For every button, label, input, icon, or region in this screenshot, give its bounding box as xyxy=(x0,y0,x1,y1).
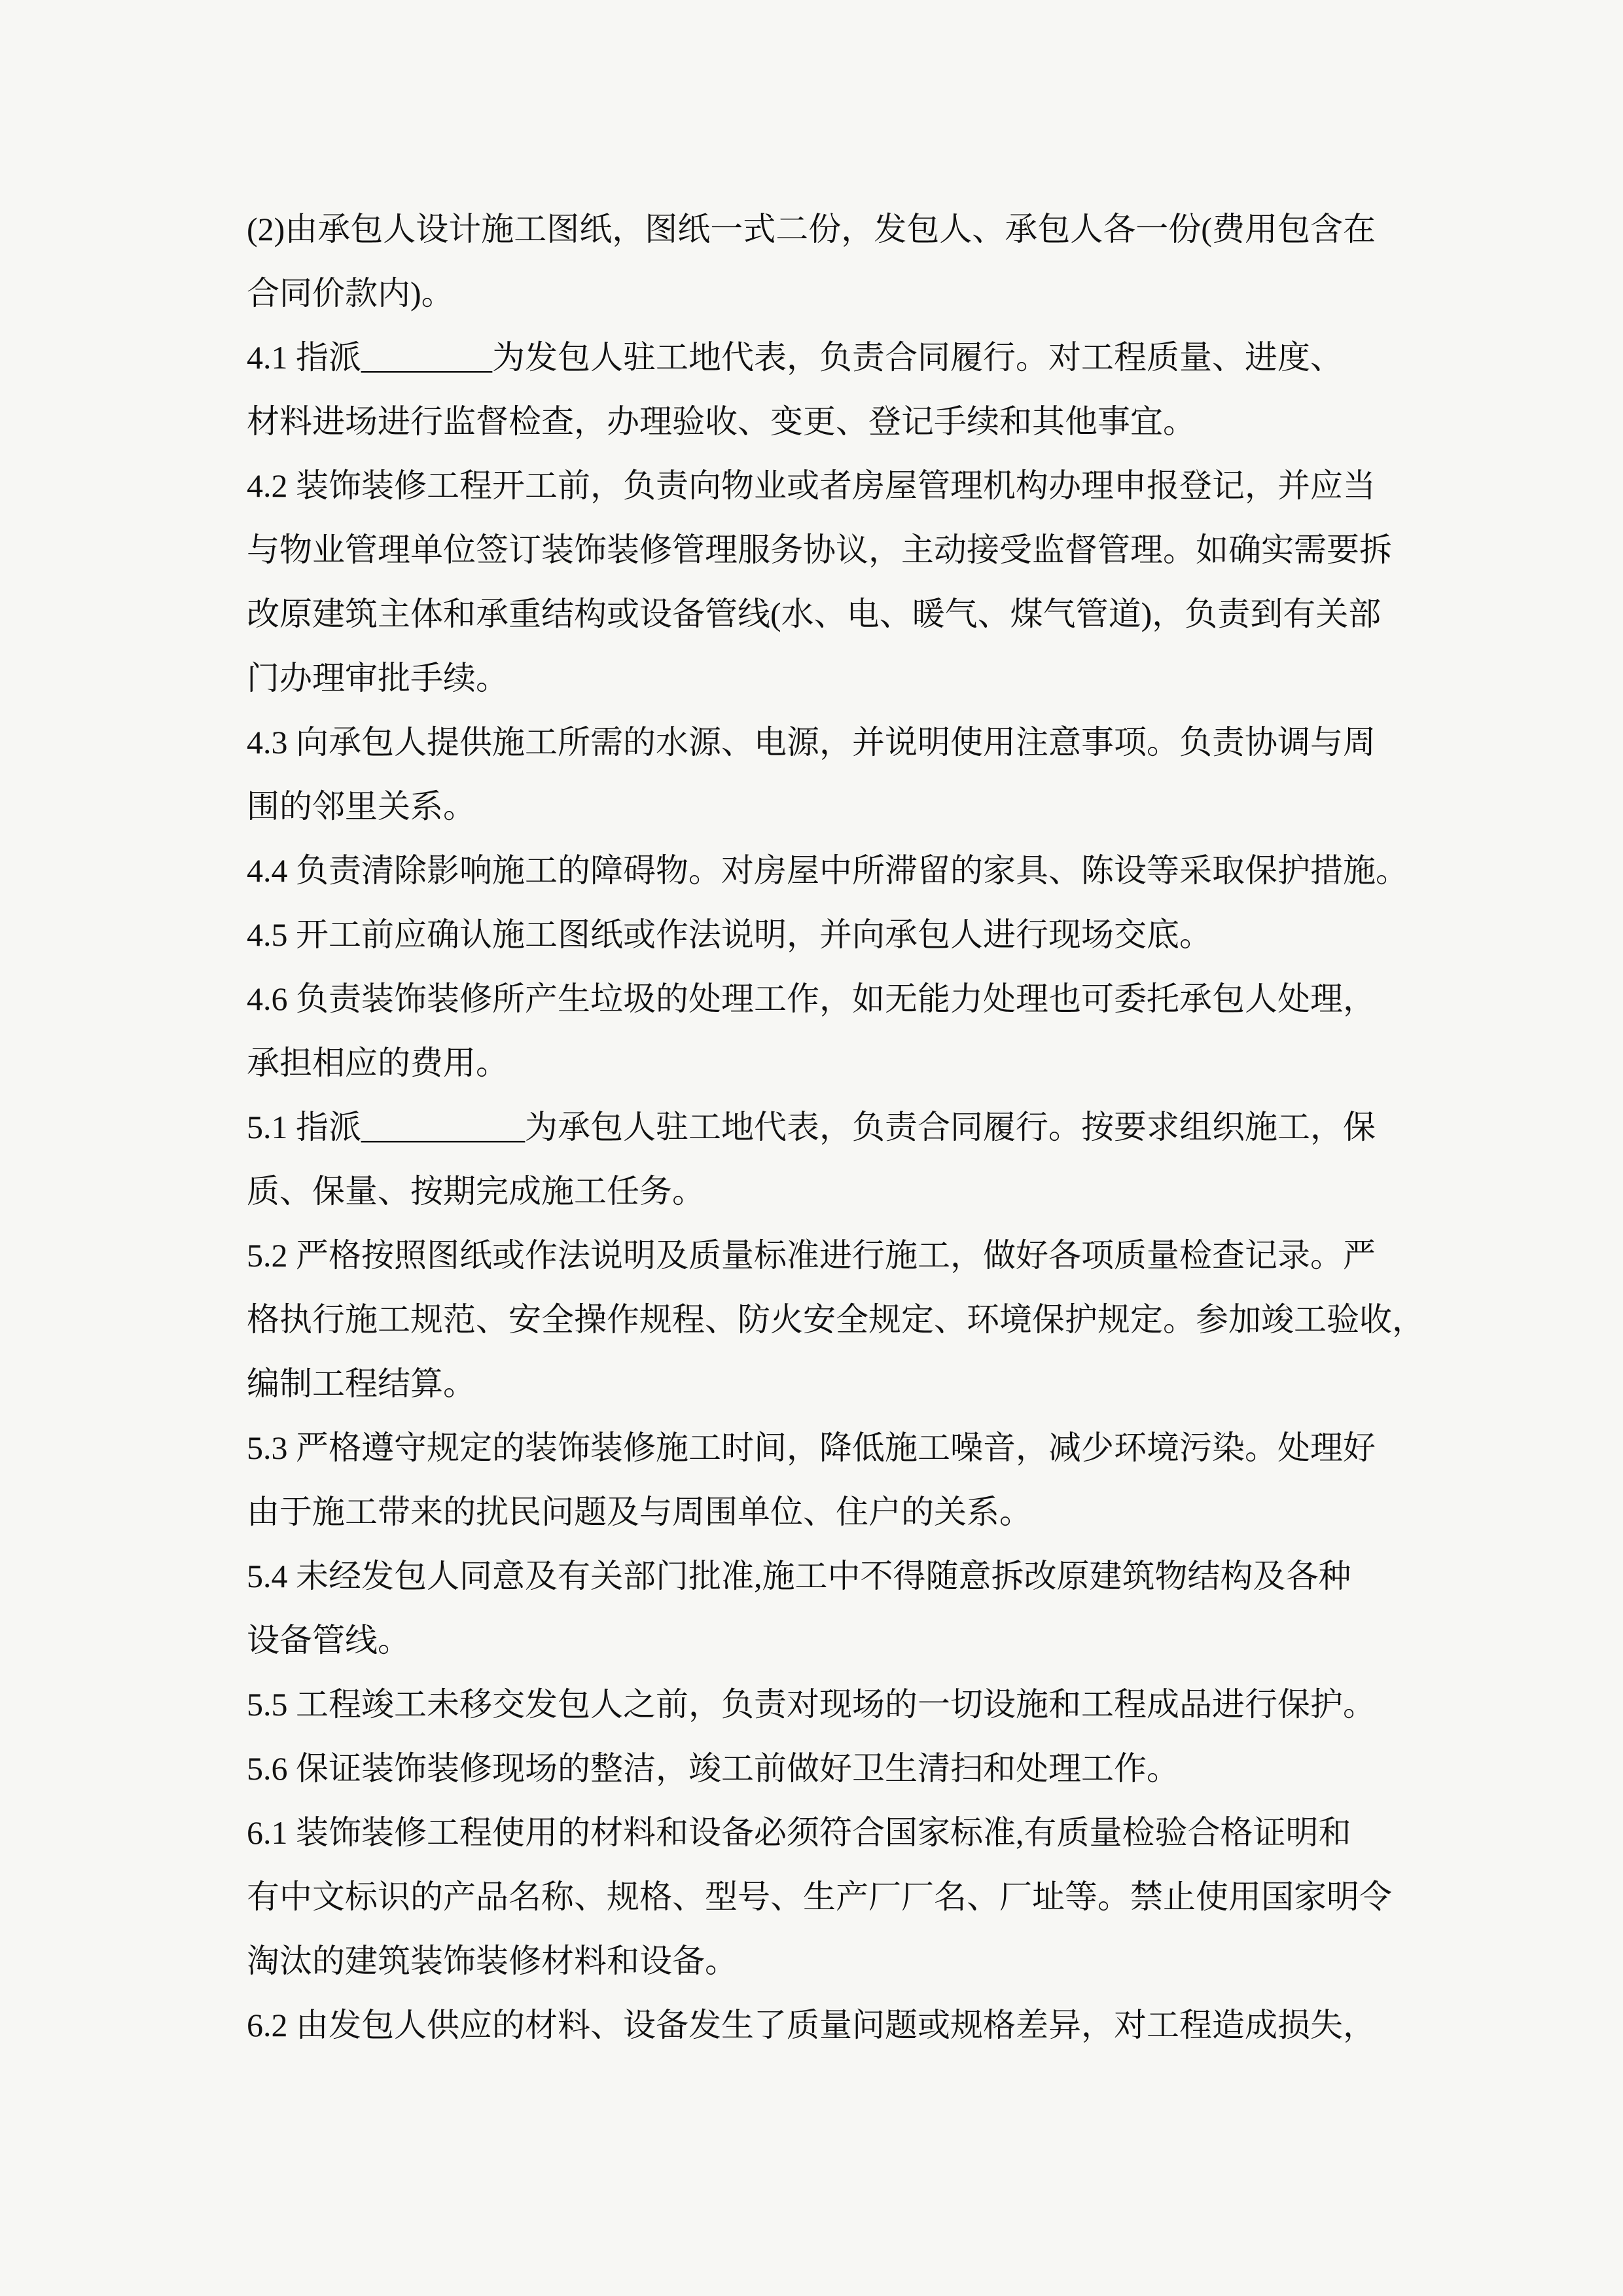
clause-5-4 xyxy=(247,1544,1431,1672)
clause-6-2 xyxy=(247,1993,1431,2057)
text-line: 编制工程结算。 xyxy=(247,1365,476,1402)
text-line: 5.4 未经发包人同意及有关部门批准,施工中不得随意拆改原建筑物结构及各种 xyxy=(247,1558,1351,1594)
clause-4-2 xyxy=(247,454,1431,710)
clause-5-1 xyxy=(247,1095,1431,1223)
clause-4-4 xyxy=(247,838,1431,903)
text-line: 4.5 开工前应确认施工图纸或作法说明，并向承包人进行现场交底。 xyxy=(247,916,1212,953)
text-line: 门办理审批手续。 xyxy=(247,660,508,696)
text-line: 4.4 负责清除影响施工的障碍物。对房屋中所滞留的家具、陈设等采取保护措施。 xyxy=(247,852,1408,889)
text-line: 4.2 装饰装修工程开工前，负责向物业或者房屋管理机构办理申报登记，并应当 xyxy=(247,467,1376,504)
clause-5-5 xyxy=(247,1672,1431,1736)
text-line: 由于施工带来的扰民问题及与周围单位、住户的关系。 xyxy=(247,1494,1032,1530)
text-line: 格执行施工规范、安全操作规程、防火安全规定、环境保护规定。参加竣工验收， xyxy=(247,1301,1425,1338)
text-line: 6.2 由发包人供应的材料、设备发生了质量问题或规格差异，对工程造成损失， xyxy=(247,2007,1376,2043)
text-line: 淘汰的建筑装饰装修材料和设备。 xyxy=(247,1943,738,1979)
text-line: 质、保量、按期完成施工任务。 xyxy=(247,1173,705,1210)
clause-4-6 xyxy=(247,967,1431,1095)
text-line: 5.6 保证装饰装修现场的整洁，竣工前做好卫生清扫和处理工作。 xyxy=(247,1750,1179,1787)
text-line: 4.6 负责装饰装修所产生垃圾的处理工作，如无能力处理也可委托承包人处理， xyxy=(247,980,1376,1017)
text-line: 6.1 装饰装修工程使用的材料和设备必须符合国家标准,有质量检验合格证明和 xyxy=(247,1814,1351,1851)
clause-5-3 xyxy=(247,1416,1431,1544)
text-line: 5.5 工程竣工未移交发包人之前，负责对现场的一切设施和工程成品进行保护。 xyxy=(247,1686,1376,1723)
text-line: (2)由承包人设计施工图纸，图纸一式二份，发包人、承包人各一份(费用包含在 xyxy=(247,211,1376,247)
text-line: 与物业管理单位签订装饰装修管理服务协议，主动接受监督管理。如确实需要拆 xyxy=(247,531,1392,568)
text-line: 改原建筑主体和承重结构或设备管线(水、电、暖气、煤气管道)，负责到有关部 xyxy=(247,596,1382,632)
text-line: 设备管线。 xyxy=(247,1622,410,1659)
clause-4-5 xyxy=(247,903,1431,967)
text-line: 5.2 严格按照图纸或作法说明及质量标准进行施工，做好各项质量检查记录。严 xyxy=(247,1237,1376,1274)
clause-5-6 xyxy=(247,1736,1431,1801)
text-line: 围的邻里关系。 xyxy=(247,788,476,825)
text-line: 5.3 严格遵守规定的装饰装修施工时间，降低施工噪音，减少环境污染。处理好 xyxy=(247,1429,1376,1466)
contract-text-block xyxy=(247,197,1431,2057)
clause-4-1 xyxy=(247,325,1431,454)
clause-5-2 xyxy=(247,1223,1431,1416)
text-line: 有中文标识的产品名称、规格、型号、生产厂厂名、厂址等。禁止使用国家明令 xyxy=(247,1878,1392,1915)
text-line: 4.3 向承包人提供施工所需的水源、电源，并说明使用注意事项。负责协调与周 xyxy=(247,724,1376,761)
text-line: 承担相应的费用。 xyxy=(247,1045,508,1081)
clause-4-3 xyxy=(247,710,1431,838)
clause-2-continuation xyxy=(247,197,1431,325)
text-line: 材料进场进行监督检查，办理验收、变更、登记手续和其他事宜。 xyxy=(247,403,1196,440)
text-line: 合同价款内)。 xyxy=(247,275,454,312)
clause-6-1 xyxy=(247,1801,1431,1993)
text-line: 5.1 指派__________为承包人驻工地代表，负责合同履行。按要求组织施工，保 xyxy=(247,1109,1376,1145)
text-line: 4.1 指派________为发包人驻工地代表，负责合同履行。对工程质量、进度、 xyxy=(247,339,1343,376)
